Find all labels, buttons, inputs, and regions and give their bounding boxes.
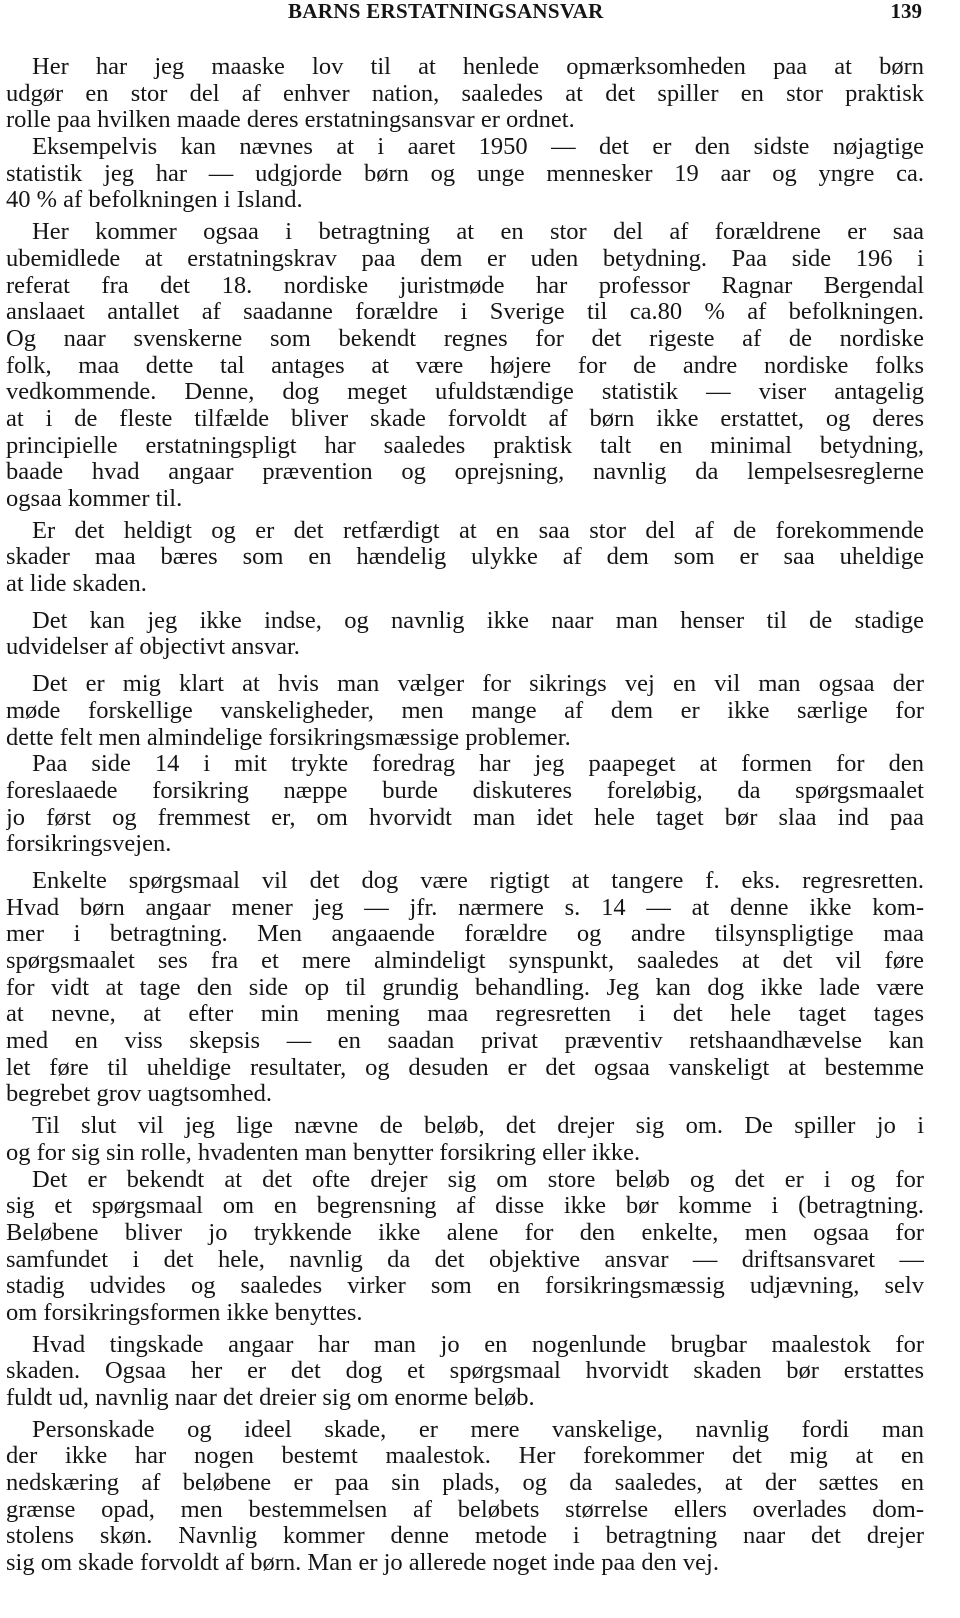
text-line: udgør en stor del af enhver nation, saaledes at det spiller en stor praktisk: [6, 80, 924, 107]
text-line: Beløbene bliver jo trykkende ikke alene for den enkelte, men ogsaa for: [6, 1219, 924, 1246]
text-line: Her har jeg maaske lov til at henlede opmærksomheden paa at børn: [32, 54, 924, 80]
text-line: ubemidlede at erstatningskrav paa dem er uden betydning. Paa side 196 i: [6, 245, 924, 272]
text-line: stolens skøn. Navnlig kommer denne metode i betragtning naar det drejer: [6, 1523, 924, 1550]
text-line: Personskade og ideel skade, er mere vanskelige, navnlig fordi man: [32, 1416, 924, 1443]
text-line: der ikke har nogen bestemt maalestok. Her forekommer det mig at en: [6, 1443, 924, 1470]
page-number: 139: [890, 0, 922, 23]
text-line: Og naar svenskerne som bekendt regnes for det rigeste af de nordiske: [6, 325, 924, 352]
text-line: for vidt at tage den side op til grundig behandling. Jeg kan dog ikke lade være: [6, 974, 924, 1001]
text-line: Det kan jeg ikke indse, og navnlig ikke naar man henser til de stadige: [32, 607, 924, 634]
text-line: 40 % af befolkningen i Island.: [6, 187, 303, 214]
text-line: at i de fleste tilfælde bliver skade forvoldt af børn ikke erstattet, og deres: [6, 405, 924, 432]
text-line: Er det heldigt og er det retfærdigt at en saa stor del af de forekommende: [32, 517, 924, 544]
text-line: Enkelte spørgsmaal vil det dog være rigtigt at tangere f. eks. regresretten.: [32, 867, 924, 894]
text-line: fuldt ud, navnlig naar det dreier sig om enorme beløb.: [6, 1385, 535, 1411]
text-line: møde forskellige vanskeligheder, men mange af dem er ikke særlige for: [6, 697, 924, 724]
text-line: at lide skaden.: [6, 571, 147, 598]
text-line: Hvad børn angaar mener jeg — jfr. nærmere s. 14 — at denne ikke kom-: [6, 894, 924, 921]
text-line: anslaaet antallet af saadanne forældre i Sverige til ca.80 % af befolkningen.: [6, 299, 924, 326]
text-line: mer i betragtning. Men angaaende forældre og andre tilsynspligtige maa: [6, 921, 924, 948]
running-head: [0, 0, 960, 26]
text-line: dette felt men almindelige forsikringsmæssige problemer.: [6, 724, 571, 751]
text-line: Paa side 14 i mit trykte foredrag har jeg paapeget at formen for den: [32, 751, 924, 778]
text-line: Eksempelvis kan nævnes at i aaret 1950 — det er den sidste nøjagtige: [32, 134, 924, 161]
body-text: [6, 54, 924, 1577]
text-line: og for sig sin rolle, hvadenten man benytter forsikring eller ikke.: [6, 1139, 641, 1166]
text-line: jo først og fremmest er, om hvorvidt man idet hele taget bør slaa ind paa: [6, 804, 924, 831]
text-line: stadig udvides og saaledes virker som en forsikringsmæssig udjævning, selv: [6, 1273, 924, 1300]
text-line: rolle paa hvilken maade deres erstatningsansvar er ordnet.: [6, 107, 575, 134]
text-line: skaden. Ogsaa her er det dog et spørgsmaal hvorvidt skaden bør erstattes: [6, 1358, 924, 1385]
text-line: Det er bekendt at det ofte drejer sig om store beløb og det er i og for: [32, 1166, 924, 1193]
text-line: let føre til uheldige resultater, og desuden er det ogsaa vanskeligt at bestemme: [6, 1054, 924, 1081]
text-line: begrebet grov uagtsomhed.: [6, 1081, 273, 1108]
text-line: spørgsmaalet ses fra et mere almindeligt synspunkt, saaledes at det vil føre: [6, 948, 924, 974]
text-line: Hvad tingskade angaar har man jo en nogenlunde brugbar maalestok for: [32, 1331, 924, 1358]
text-line: principielle erstatningspligt har saaledes praktisk talt en minimal betydning,: [6, 432, 924, 459]
text-line: nedskæring af beløbene er paa sin plads, og da saaledes, at der sættes en: [6, 1470, 924, 1497]
text-line: forsikringsvejen.: [6, 831, 172, 858]
text-line: om forsikringsformen ikke benyttes.: [6, 1299, 363, 1326]
text-line: ogsaa kommer til.: [6, 486, 183, 512]
text-line: udvidelser af objectivt ansvar.: [6, 634, 300, 661]
text-line: Til slut vil jeg lige nævne de beløb, det drejer sig om. De spiller jo i: [32, 1113, 924, 1140]
text-line: med en viss skepsis — en saadan privat præventiv retshaandhævelse kan: [6, 1028, 924, 1055]
text-line: sig et spørgsmaal om en begrensning af disse ikke bør komme i (betragtning.: [6, 1193, 924, 1220]
text-line: samfundet i det hele, navnlig da det objektive ansvar — driftsansvaret —: [6, 1246, 924, 1273]
text-line: vedkommende. Denne, dog meget ufuldstændige statistik — viser antagelig: [6, 379, 924, 406]
text-line: folk, maa dette tal antages at være højere for de andre nordiske folks: [6, 352, 924, 379]
text-line: skader maa bæres som en hændelig ulykke af dem som er saa uheldige: [6, 544, 924, 571]
text-line: at nevne, at efter min mening maa regresretten i det hele taget tages: [6, 1001, 924, 1028]
text-line: foreslaaede forsikring næppe burde diskuteres foreløbig, da spørgsmaalet: [6, 777, 924, 804]
running-title: BARNS ERSTATNINGSANSVAR: [288, 0, 604, 23]
text-line: grænse opad, men bestemmelsen af beløbets størrelse ellers overlades dom-: [6, 1496, 924, 1523]
text-line: Her kommer ogsaa i betragtning at en stor del af forældrene er saa: [32, 219, 924, 246]
text-line: Det er mig klart at hvis man vælger for sikrings vej en vil man ogsaa der: [32, 671, 924, 698]
text-line: baade hvad angaar prævention og oprejsning, navnlig da lempelsesreglerne: [6, 459, 924, 486]
text-line: sig om skade forvoldt af børn. Man er jo allerede noget inde paa den vej.: [6, 1550, 719, 1577]
text-line: referat fra det 18. nordiske juristmøde har professor Ragnar Bergendal: [6, 272, 924, 299]
text-line: statistik jeg har — udgjorde børn og unge mennesker 19 aar og yngre ca.: [6, 160, 924, 187]
